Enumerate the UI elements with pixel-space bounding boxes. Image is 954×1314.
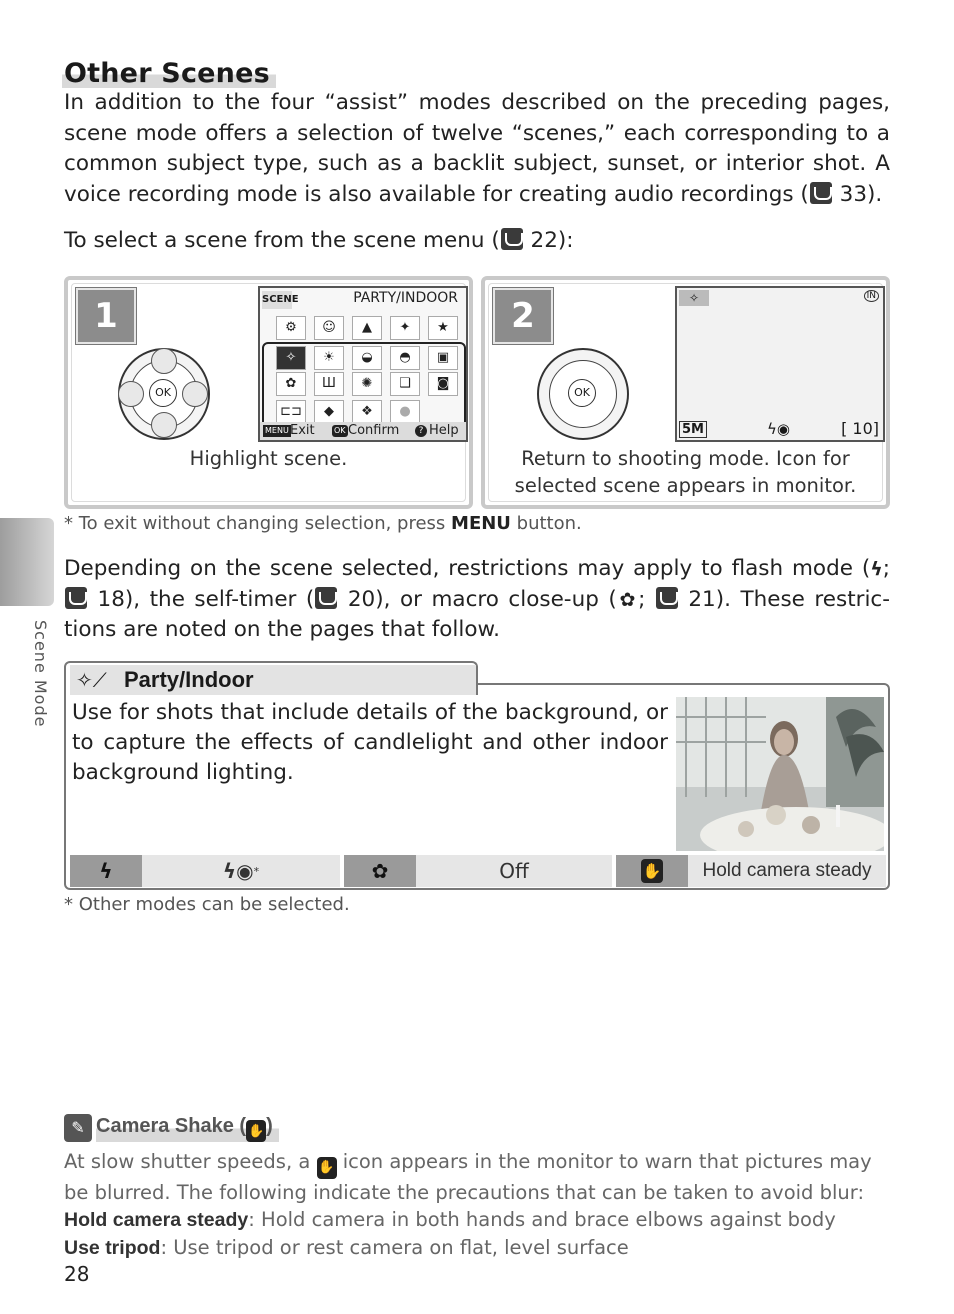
menu-confirm-label: Confirm xyxy=(348,423,400,438)
select-instruction: To select a scene from the scene menu ( 22): xyxy=(64,228,574,253)
step-number: 2 xyxy=(493,288,553,344)
section-label: Scene Mode xyxy=(31,620,50,728)
flash-icon: ϟ xyxy=(870,558,883,580)
scene-portrait-icon: ☺ xyxy=(314,316,344,340)
camera-shake-text: At slow shutter speeds, a ✋ icon appears in the monitor to warn that pictures may be blurred. The following indicate the precautions that can be taken to avoid blur: Hold camera steady: Hold camera in both hands and brace elbows against body Use tripod: Use tripod or rest camera on flat, level surface xyxy=(64,1150,872,1259)
scene-fireworks-icon: ✺ xyxy=(352,372,382,396)
reference-icon xyxy=(65,587,87,609)
ok-key-icon: OK xyxy=(334,426,346,435)
other-modes-note: * Other modes can be selected. xyxy=(64,894,350,915)
scene-flower-icon: ❖ xyxy=(352,400,382,424)
scene-copy-icon: ❑ xyxy=(390,372,420,396)
scene-beach-icon: ☀ xyxy=(314,346,344,370)
step-2-caption: Return to shooting mode. Icon for selected scene appears in monitor. xyxy=(514,447,857,497)
party-sample-photo xyxy=(676,697,884,851)
scene-night-landscape-icon: ▣ xyxy=(428,346,458,370)
macro-mode-icon: ✿ xyxy=(344,855,416,887)
tip-icon: ✎ xyxy=(64,1114,92,1142)
restrictions-paragraph: Depending on the scene selected, restrictions may apply to flash mode (ϟ; 18), the self-timer ( 20), or macro close-up (✿; 21). These restric-tions are noted on the pages that follow. xyxy=(64,556,891,642)
scene-sports-icon: ✦ xyxy=(390,316,420,340)
menu-button-glyph: MENU xyxy=(451,513,511,534)
party-mode-icon: ✧ xyxy=(679,290,709,306)
scene-night-portrait-icon: ★ xyxy=(428,316,458,340)
scene-voice-recording-icon: ● xyxy=(390,400,420,424)
scene-party-icon: ✧ xyxy=(276,346,306,370)
scene-sunset-icon: ◒ xyxy=(352,346,382,370)
macro-mode-value: Off xyxy=(416,855,612,887)
scene-menu-screen xyxy=(258,286,468,442)
camera-shake-title: Camera Shake ( ✋) xyxy=(96,1115,279,1142)
step-1-caption: Highlight scene. xyxy=(189,447,348,470)
scene-underwater-icon: ◆ xyxy=(314,400,344,424)
section-tab xyxy=(0,518,54,606)
shooting-monitor xyxy=(675,286,885,442)
exit-note: * To exit without changing selection, press MENU button. xyxy=(64,513,582,534)
flash-mode-icon: ϟ xyxy=(70,855,142,887)
camera-shake-icon: ✋ xyxy=(317,1157,337,1179)
frames-remaining: [ 10] xyxy=(841,419,879,438)
reference-icon xyxy=(656,587,678,609)
settings-strip xyxy=(70,855,886,887)
scene-closeup-icon: ✿ xyxy=(276,372,306,396)
reference-icon xyxy=(810,182,832,204)
page-title: Other Scenes xyxy=(62,58,276,88)
scene-setup-icon: ⚙ xyxy=(276,316,306,340)
party-indoor-title: Party/Indoor xyxy=(124,667,254,692)
scene-landscape-icon: ▲ xyxy=(352,316,382,340)
red-eye-flash-icon: ϟ◉ xyxy=(767,420,790,438)
step-number: 1 xyxy=(76,288,136,344)
camera-shake-value: Hold camera steady xyxy=(688,855,886,887)
scene-tag: SCENE xyxy=(262,291,292,309)
multi-selector-icon: OK xyxy=(118,348,210,440)
multi-selector-icon: OK xyxy=(537,348,629,440)
tip-label-tripod: Use tripod xyxy=(64,1237,161,1259)
page-number: 28 xyxy=(64,1262,90,1286)
menu-help-label: Help xyxy=(429,423,459,438)
scene-menu-footer xyxy=(260,422,466,440)
scene-name: PARTY/INDOOR xyxy=(353,290,458,306)
help-key-icon: ? xyxy=(415,425,427,437)
camera-shake-icon: ✋ xyxy=(616,855,688,887)
scene-museum-icon: Ш xyxy=(314,372,344,396)
step-1-panel xyxy=(64,276,473,509)
scene-backlight-icon: ◙ xyxy=(428,372,458,396)
image-size-indicator: 5M xyxy=(679,421,707,438)
reference-icon xyxy=(315,587,337,609)
flash-mode-value: ϟ◉ * xyxy=(142,855,340,887)
step-2-panel xyxy=(481,276,890,509)
party-indoor-icon: ✧⟋ xyxy=(76,668,107,692)
macro-icon: ✿ xyxy=(616,588,639,611)
camera-shake-icon: ✋ xyxy=(246,1120,266,1142)
reference-icon xyxy=(501,228,523,250)
internal-memory-icon: IN xyxy=(864,290,879,302)
scene-panorama-icon: ⊏⊐ xyxy=(276,400,306,424)
party-indoor-description: Use for shots that include details of the background, or to capture the effects of candlelight and other indoor background lighting. xyxy=(72,700,668,785)
menu-key-icon: MENU xyxy=(265,426,289,435)
scene-dawn-icon: ◓ xyxy=(390,346,420,370)
tip-label-hold: Hold camera steady xyxy=(64,1209,249,1231)
menu-exit-label: Exit xyxy=(290,423,315,438)
intro-paragraph: In addition to the four “assist” modes described on the preceding pages, scene mode offers a selection of twelve “scenes,” each corresponding to a common subject type, such as a backlit subject, sunset, or interior shot. A voice recording mode is also available for creating audio recordings ( 33). xyxy=(64,90,890,207)
